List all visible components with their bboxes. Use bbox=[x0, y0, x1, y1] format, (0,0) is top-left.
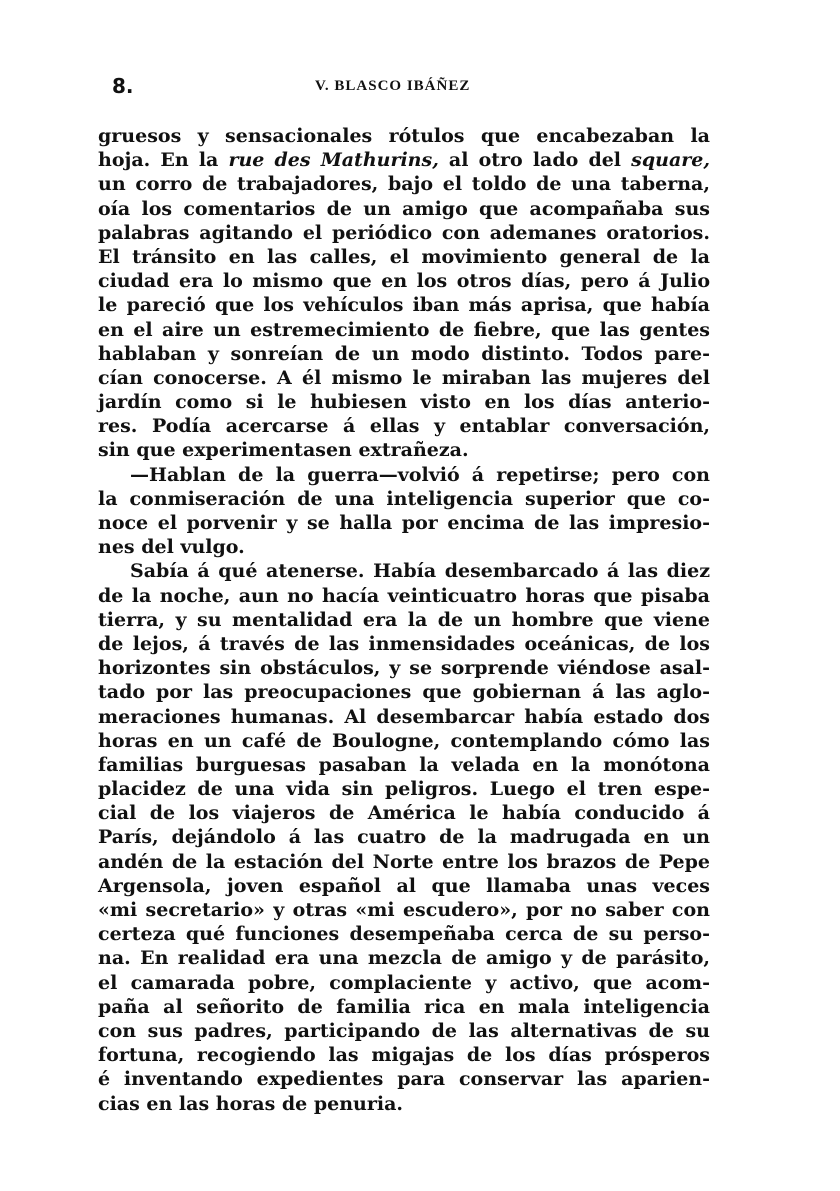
text-line: horas en un café de Boulogne, contemplando cómo las bbox=[98, 729, 710, 752]
text-line: tierra, y su mentalidad era la de un hombre que viene bbox=[98, 608, 710, 631]
text-line: París, dejándolo á las cuatro de la madrugada en un bbox=[98, 826, 710, 849]
text-line: un corro de trabajadores, bajo el toldo de una taberna, bbox=[98, 173, 710, 196]
text-line: é inventando expedientes para conservar las aparien- bbox=[98, 1068, 710, 1091]
text-line: cían conocerse. A él mismo le miraban las mujeres del bbox=[98, 366, 710, 389]
text-line: palabras agitando el periódico con ademanes oratorios. bbox=[98, 221, 710, 244]
text-line: placidez de una vida sin peligros. Luego el tren espe- bbox=[98, 778, 710, 801]
book-page bbox=[98, 74, 710, 1116]
text-line: ciudad era lo mismo que en los otros días, pero á Julio bbox=[98, 270, 710, 293]
text-line: jardín como si le hubiesen visto en los días anterio- bbox=[98, 391, 710, 414]
text-line: la conmiseración de una inteligencia superior que co- bbox=[98, 487, 710, 510]
text-line: en el aire un estremecimiento de fiebre, que las gentes bbox=[98, 318, 710, 341]
text-line: horizontes sin obstáculos, y se sorprende viéndose asal- bbox=[98, 657, 710, 680]
text-line bbox=[98, 148, 710, 172]
text-line: Sabía á qué atenerse. Había desembarcado á las diez bbox=[130, 560, 710, 583]
text-line: gruesos y sensacionales rótulos que encabezaban la bbox=[98, 125, 710, 147]
text-line: cias en las horas de penuria. bbox=[98, 1092, 404, 1115]
text-segment: hoja. En la bbox=[98, 149, 229, 172]
text-line: meraciones humanas. Al desembarcar había estado dos bbox=[98, 705, 710, 728]
text-line: nes del vulgo. bbox=[98, 536, 245, 559]
italic-phrase: rue des Mathurins, bbox=[228, 149, 439, 172]
text-line: noce el porvenir y se halla por encima de las impresio- bbox=[98, 512, 710, 534]
text-line: le pareció que los vehículos iban más aprisa, que había bbox=[98, 294, 710, 317]
text-segment: al otro lado del bbox=[438, 149, 632, 172]
text-line: hablaban y sonreían de un modo distinto. Todos pare- bbox=[98, 342, 710, 365]
text-line: El tránsito en las calles, el movimiento general de la bbox=[98, 245, 710, 268]
text-line: oía los comentarios de un amigo que acompañaba sus bbox=[98, 197, 710, 220]
text-line: con sus padres, participando de las alternativas de su bbox=[98, 1019, 710, 1042]
text-line: Argensola, joven español al que llamaba unas veces bbox=[98, 874, 710, 897]
text-line: de la noche, aun no hacía veinticuatro horas que pisaba bbox=[98, 584, 710, 607]
text-line: de lejos, á través de las inmensidades oceánicas, de los bbox=[98, 632, 710, 655]
text-line: paña al señorito de familia rica en mala inteligencia bbox=[98, 995, 710, 1018]
text-line: cial de los viajeros de América le había conducido á bbox=[98, 802, 710, 825]
italic-phrase: square, bbox=[631, 149, 710, 172]
running-head bbox=[98, 74, 710, 104]
text-line: andén de la estación del Norte entre los brazos de Pepe bbox=[98, 850, 710, 873]
text-line: —Hablan de la guerra—volvió á repetirse; pero con bbox=[130, 463, 710, 486]
text-line: familias burguesas pasaban la velada en la monótona bbox=[98, 753, 710, 776]
text-line: tado por las preocupaciones que gobiernan á las aglo- bbox=[98, 681, 710, 704]
page-number: 8. bbox=[112, 74, 134, 98]
text-line: el camarada pobre, complaciente y activo, que acom- bbox=[98, 971, 710, 994]
text-line: «mi secretario» y otras «mi escudero», por no saber con bbox=[98, 899, 710, 921]
text-line: certeza qué funciones desempeñaba cerca de su perso- bbox=[98, 923, 710, 946]
body-text bbox=[98, 124, 710, 1116]
text-line: sin que experimentasen extrañeza. bbox=[98, 439, 469, 462]
text-line: fortuna, recogiendo las migajas de los días prósperos bbox=[98, 1044, 710, 1067]
text-line: res. Podía acercarse á ellas y entablar conversación, bbox=[98, 415, 710, 438]
text-line: na. En realidad era una mezcla de amigo y de parásito, bbox=[98, 947, 710, 970]
running-title: V. BLASCO IBÁÑEZ bbox=[315, 78, 471, 94]
